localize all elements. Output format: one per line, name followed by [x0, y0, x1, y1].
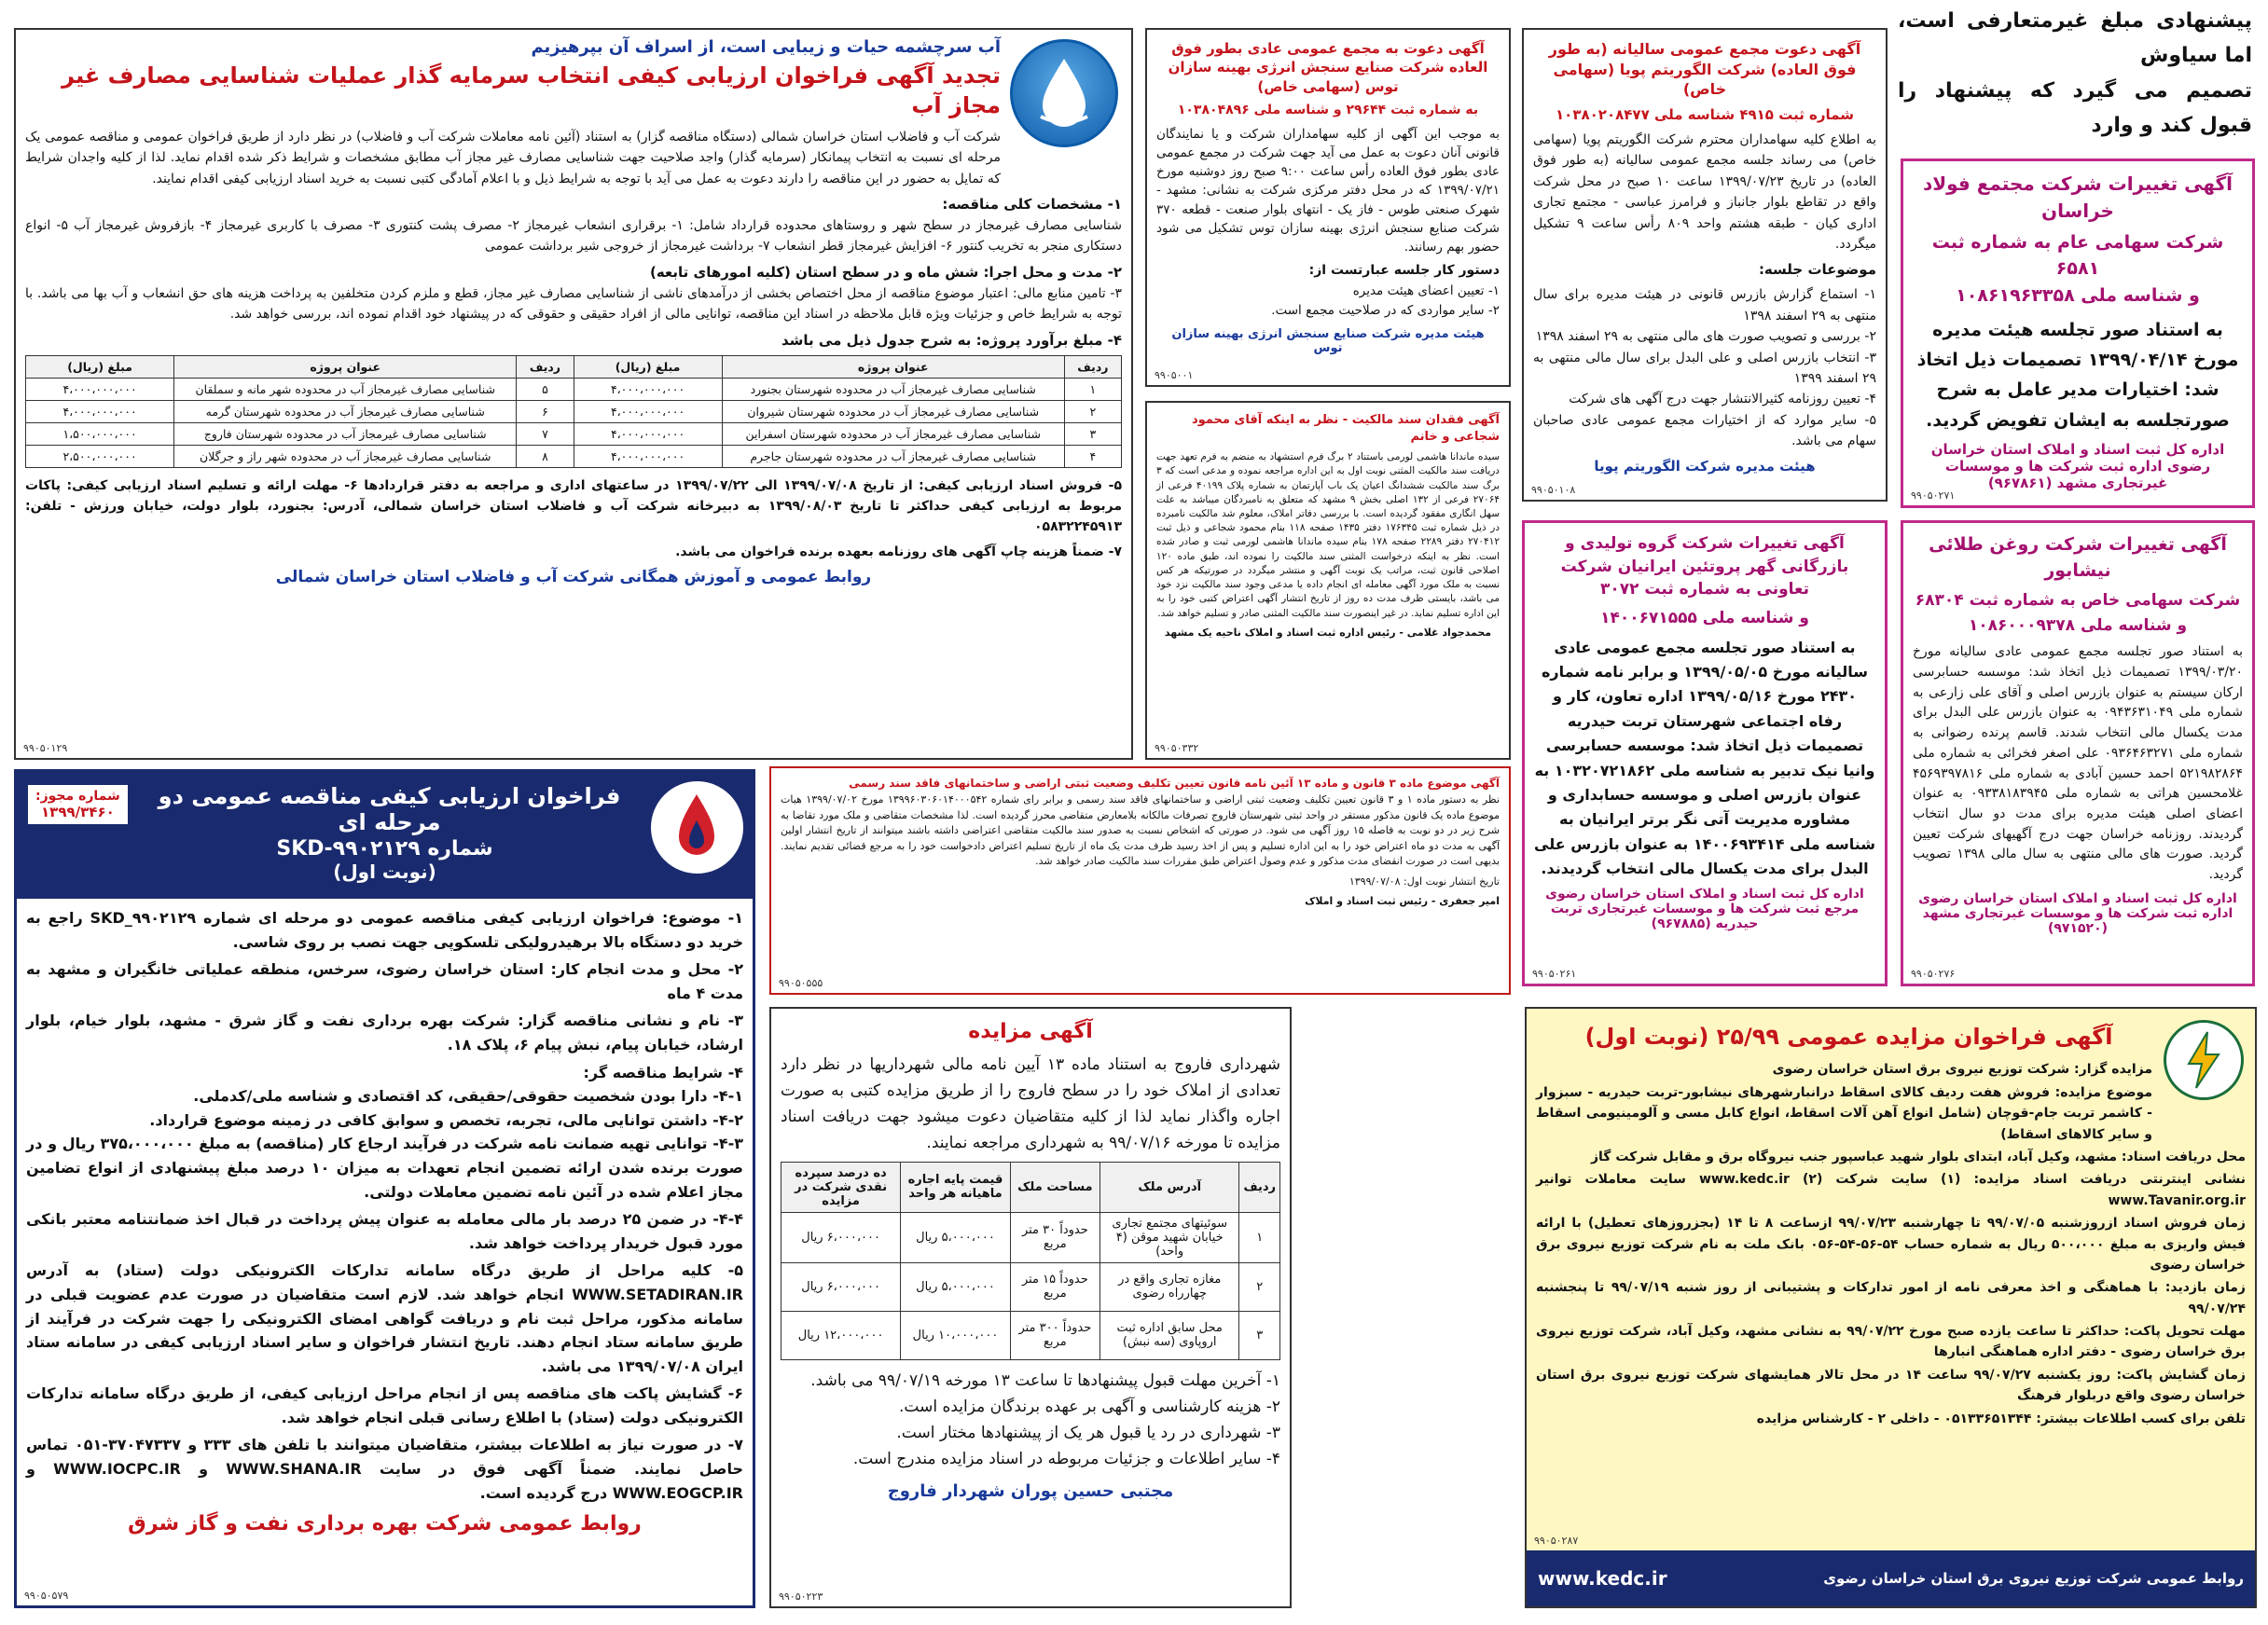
kood-protein-ad: [1522, 520, 1888, 986]
ad-slogan: آب سرچشمه حیات و زیبایی است، از اسراف آن بپرهیزیم: [531, 37, 1001, 57]
auction-item: زمان فروش اسناد ازروزشنبه ۹۹/۰۷/۰۵ تا چهارشنبه ۹۹/۰۷/۲۳ ازساعت ۸ تا ۱۴ (بجزروزهای تعطیل) با ارائه فیش واریزی به مبلغ ۵۰۰،۰۰۰ ریال به شماره حساب ۵۴-۵۶-۵۴-۰۵۶ بانک ملت به نام شرکت توزیع نیروی برق خراسان رضوی: [1536, 1216, 2247, 1273]
auction-item: زمان بازدید: با هماهنگی و اخذ معرفی نامه از امور تدارکات و پشتیبانی از روز شنبه ۹۹/۰۷/۱۹ تا پنجشنبه ۹۹/۰۷/۲۴: [1536, 1280, 2246, 1316]
water-tender-ad: [14, 28, 1133, 760]
table-cell: ۸: [517, 445, 574, 467]
table-cell: محل سابق اداره ثبت اروپاوی (سه نبش): [1099, 1311, 1239, 1359]
ad-body: به استناد صور تجلسه هیئت مدیره مورخ ۱۳۹۹/۰۴/۱۴ تصمیمات ذیل اتخاذ شد: اختیارات مدیر عامل به شرح صورتجلسه به ایشان تفویض گردید.: [1916, 319, 2239, 431]
table-header: ردیف: [1064, 355, 1121, 378]
table-cell: حدوداً ۳۰ متر مربع: [1010, 1212, 1099, 1262]
table-cell: ۱،۵۰۰،۰۰۰،۰۰۰: [26, 422, 174, 445]
story-line: پیشنهادی مبلغ غیرمتعارفی است، اما سیاوش: [1898, 9, 2252, 68]
table-cell: ۳: [1064, 422, 1121, 445]
table-cell: ۵: [517, 378, 574, 400]
section-heading: ۲- مدت و محل اجرا: شش ماه و در سطح استان (کلیه امورهای تابعه): [649, 263, 1122, 281]
ad-code: ۹۹۰۵۰۱۲۹: [23, 742, 68, 754]
agenda-item: ۱- استماع گزارش بازرس قانونی در هیئت مدیره برای سال منتهی به ۲۹ اسفند ۱۳۹۸: [1533, 287, 1876, 324]
table-cell: ۲: [1239, 1262, 1280, 1311]
table-cell: ۳: [1239, 1311, 1280, 1359]
auction-item: تلفن برای کسب اطلاعات بیشتر: ۰۵۱۳۳۶۵۱۳۴۴ - داخلی ۲ - کارشناس مزایده: [1756, 1411, 2246, 1426]
tender-item: ۴-۱- دارا بودن شخصیت حقوقی/حقیقی، کد اقتصادی و شناسه ملی/کدملی.: [193, 1087, 743, 1106]
water-company-logo: [1010, 39, 1118, 147]
ad-body: به موجب این آگهی از کلیه سهامداران شرکت و یا نمایندگان قانونی آنان دعوت به عمل می آید جهت شرکت در مجمع عمومی عادی بطور فوق العاده رأس ساعت ۹:۰۰ صبح روز دوشنبه مورخ ۱۳۹۹/۰۷/۲۱ که در محل دفتر مرکزی شرکت به نشانی: مشهد - شهرک صنعتی طوس - فاز یک - انتهای بلوار صنعت - قطعه ۳۷۰ شرکت صنایع سنجش انرژی بهینه سازان توس تشکیل می شود حضور بهم رسانند.: [1156, 126, 1500, 255]
auction-note: ۱- آخرین مهلت قبول پیشنهادها تا ساعت ۱۳ مورخه ۹۹/۰۷/۱۹ می باشد.: [810, 1370, 1280, 1390]
ad-signature: اداره کل ثبت اسناد و املاک استان خراسان رضوی اداره ثبت شرکت ها و موسسات غیرتجاری مشهد (۹۶۷۸۶۱): [1930, 440, 2225, 491]
water-drop-icon: [1013, 42, 1115, 145]
table-cell: ۲،۵۰۰،۰۰۰،۰۰۰: [26, 445, 174, 467]
ad-title: آگهی تغییرات شرکت مجتمع فولاد خراسان: [1922, 172, 2233, 222]
table-cell: ۶،۰۰۰،۰۰۰ ریال: [781, 1262, 901, 1311]
publish-date: تاریخ انتشار نوبت اول: ۱۳۹۹/۰۷/۰۸: [1348, 874, 1500, 888]
ad-body: نظر به دستور ماده ۱ و ۳ قانون تعیین تکلیف وضعیت ثبتی اراضی و ساختمانهای فاقد سند رسمی و برابر رای شماره ۱۳۹۹۶۰۳۰۶۰۱۴۰۰۰۵۴۲ مورخ ۱۳۹۹/۰۷/۰۲ هیات موضوع ماده یک قانون مذکور مستقر در واحد ثبتی شهرستان فاروج تصرفات مالکانه بلامعارض متقاضی محرز گردیده است. لذا مشخصات متقاضی و ملک مورد تقاضا به شرح زیر در دو نوبت به فاصله ۱۵ روز آگهی می شود. در صورتی که اشخاص نسبت به صدور سند مالکیت متقاضی اعتراضی داشته باشند میتوانند از تاریخ انتشار اولین آگهی به مدت دو ماه اعتراض خود را به این اداره تسلیم و پس از اخذ رسید ظرف مدت یک ماه از تاریخ تسلیم اعتراض دادخواست خود را به مرجع قضائی تقدیم نمایند. بدیهی است در صورت انقضای مدت مذکور و عدم وصول اعتراض طبق مقررات سند مالکیت صادر خواهد شد.: [781, 793, 1500, 868]
khorasan-steel-ad: [1901, 158, 2255, 508]
table-header: عنوان پروژه: [174, 355, 517, 378]
tender-item: ۴-۳- توانایی تهیه ضمانت نامه شرکت در فرآیند ارجاع کار (مناقصه) به مبلغ ۳۷۵،۰۰۰،۰۰۰ ریال و در صورت برنده شدن ارائه تضمین انجام تعهدات به میزان ۱۰ درصد مبلغ پیشنهادی از انواع تضامین مجاز اعلام شده در آئین نامه تضمین معاملات دولتی.: [26, 1135, 744, 1201]
table-cell: ۲: [1064, 400, 1121, 422]
table-cell: ۶: [517, 400, 574, 422]
table-cell: شناسایی مصارف غیرمجاز آب در محدوده شهرستان جاجرم: [722, 445, 1064, 467]
ad-subtitle: شرکت سهامی عام به شماره ثبت ۶۵۸۱: [1931, 232, 2224, 279]
table-header: ده درصد سپرده نقدی شرکت در مزایده: [781, 1162, 901, 1212]
tender-item: ۶- گشایش پاکت های مناقصه پس از انجام مراحل ارزیابی کیفی، از طریق درگاه سامانه تدارکات الکترونیکی دولت (ستاد) با اطلاع رسانی قبلی انجام خواهد شد.: [26, 1384, 743, 1426]
permit-box: [28, 785, 128, 824]
table-header: قیمت پایه اجاره ماهیانه هر واحد: [901, 1162, 1011, 1212]
ad-title: آگهی فقدان سند مالکیت - نظر به اینکه آقای محمود شجاعی و خانم: [1191, 413, 1500, 444]
ad-body: سیده ماندانا هاشمی لورمی باستناد ۲ برگ فرم استشهاد به منضم به فرم تعهد جهت دریافت سند مالکیت المثنی نوبت اول به این اداره مراجعه نموده و مدعی است که ۳ برگ سند مالکیت ششدانگ اعیان یک باب آپارتمان به شماره پلاک ۴۰۱۹۹ فرعی از ۲۷۰۶۴ فرعی از ۱۳۲ اصلی بخش ۹ مشهد که متعلق به نامبردگان میباشد به علت سهل انگاری مفقود گردیده است. با بررسی دفاتر املاک، معلوم شد مالکیت نامبرده در ذیل شماره ثبت ۱۷۶۳۴۵ دفتر ۱۴۳۵ صفحه ۱۱۸ بنام محمود شجاعی و ذیل ثبت ۲۷۰۴۱۲ دفتر ۲۲۸۹ صفحه ۱۷۸ بنام سیده ماندانا هاشمی لورمی ثبت و صادر شده است. نظر به اینکه درخواست المثنی سند مالکیت را نموده اند، طبق ماده ۱۲۰ اصلاحی قانون ثبت، مراتب یک نوبت آگهی و منتشر میگردد در صورتیکه هر کس نسبت به ملک مورد آگهی معامله ای انجام داده یا مدعی وجود سند مالکیت نزد خود می باشد، بایستی ظرف مدت ده روز از تاریخ انتشار آگهی اعتراض کتبی خود را به این اداره تسلیم نماید. در غیر اینصورت سند مالکیت المثنی صادر و تسلیم خواهد شد.: [1156, 451, 1500, 619]
permit-number: ۱۳۹۹/۳۴۶۰: [41, 804, 115, 820]
ad-body: به استناد صور تجلسه مجمع عمومی عادی سالیانه مورخ ۱۳۹۹/۰۵/۰۵ و برابر نامه شماره ۲۴۳۰ مورخ ۱۳۹۹/۰۵/۱۶ اداره تعاون، کار و رفاه اجتماعی شهرستان تربت حیدریه تصمیمات ذیل اتخاذ شد: موسسه حسابرسی وانیا نیک تدبیر به شناسه ملی ۱۰۳۲۰۷۲۱۸۶۲ به عنوان بازرس اصلی و موسسه حسابداری و مشاوره مدیریت آتی نگر برتر ایرانیان به شناسه ملی ۱۴۰۰۶۹۳۴۱۴ به عنوان بازرس علی البدل برای مدت یکسال مالی انتخاب گردیدند.: [1534, 638, 1875, 878]
story-snippet: [1888, 0, 2261, 140]
ad-subtitle: به شماره ثبت ۲۹۶۴۴ و شناسه ملی ۱۰۳۸۰۴۸۹۶: [1177, 102, 1479, 117]
table-cell: شناسایی مصارف غیرمجاز آب در محدوده شهرستان شیروان: [722, 400, 1064, 422]
ad-turn: (نوبت اول): [333, 861, 436, 883]
ad-code: ۹۹۰۵۰۱۰۸: [1531, 484, 1576, 496]
table-cell: شناسایی مصارف غیرمجاز آب در محدوده شهر مانه و سملقان: [174, 378, 517, 400]
permit-label: شماره مجوز:: [35, 789, 120, 804]
agenda-title: دستور کار جلسه عبارتست از:: [1308, 263, 1500, 279]
ad-code: ۹۹۰۵۰۰۱: [1155, 369, 1194, 381]
section-heading: ۱- مشخصات کلی مناقصه:: [942, 195, 1122, 213]
section-body: ۳- تامین منابع مالی: اعتبار موضوع مناقصه از محل اختصاص بخشی از درآمدهای ناشی از شناسایی مصارف غیر مجاز، قطع و ملزم کردن متخلفین به پرداخت هزینه های حق انشعاب و آب بها می باشد. با توجه به شرایط خاص و جزئیات ویژه قابل ملاحظه در اسناد این مناقصه، توانایی مالی از افراد حقیقی و حقوقی که در پیشنهاد خود اقدام نموده اند، بررسی خواهد شد.: [25, 285, 1122, 323]
table-cell: ۱۰،۰۰۰،۰۰۰ ریال: [901, 1311, 1011, 1359]
ad-signature: محمدجواد غلامی - رئیس اداره ثبت اسناد و املاک ناحیه یک مشهد: [1164, 626, 1492, 639]
table-header: عنوان پروژه: [722, 355, 1064, 378]
table-row: [26, 400, 1122, 422]
ad-national-id: و شناسه ملی ۱۴۰۰۶۷۱۵۵۵: [1600, 608, 1809, 627]
power-company-logo: [2164, 1020, 2244, 1100]
ad-signature: امیر جعفری - رئیس ثبت اسناد و املاک: [1305, 895, 1500, 908]
ad-title: آگهی دعوت به مجمع عمومی عادی بطور فوق العاده شرکت صنایع سنجش انرژی بهینه سازان توس (سهامی خاص): [1168, 40, 1488, 95]
ad-title: تجدید آگهی فراخوان ارزیابی کیفی انتخاب سرمایه گذار عملیات شناسایی مصارف غیر مجاز آب: [62, 62, 1001, 119]
auction-item: مهلت تحویل پاکت: حداکثر تا ساعت یازده صبح مورخ ۹۹/۰۷/۲۲ به نشانی مشهد، وکیل آباد، شرکت توزیع نیروی برق خراسان رضوی - دفتر اداره هماهنگی انبارها: [1536, 1324, 2246, 1360]
table-cell: ۴،۰۰۰،۰۰۰،۰۰۰: [26, 400, 174, 422]
table-cell: ۷: [517, 422, 574, 445]
auction-item: نشانی اینترنتی دریافت اسناد مزایده: (۱) سایت شرکت www.kedc.ir (۲) سایت معاملات توانیر www.Tavanir.org.ir: [1536, 1172, 2247, 1208]
ad-intro: شرکت آب و فاضلاب استان خراسان شمالی (دستگاه مناقصه گزار) به استناد (آئین نامه معاملات شرکت آب و فاضلاب) در نظر دارد از طریق فراخوان عمومی و مناقصه عمومی یک مرحله ای نسبت به انتخاب پیمانکار (سرمایه گذار) واجد صلاحیت جهت شناسایی مصارف غیر مجاز آب مطابق مشخصات و شرایط ذکر شده اقدام نماید. لذا از کلیه واجدان شرایط که تمایل به حضور در این مناقصه را دارند دعوت به عمل می آید با توجه به شرایط ذیل و با اعلام آمادگی کتبی نسبت به خرید اسناد ارزیابی کیفی اقدام نمایند.: [25, 129, 1001, 186]
ad-title: آگهی فراخوان مزایده عمومی ۲۵/۹۹ (نوبت اول): [1584, 1024, 2113, 1050]
skd-tender-ad: [14, 769, 755, 1608]
tender-item: ۱- موضوع: فراخوان ارزیابی کیفی مناقصه عمومی دو مرحله ای شماره SKD_۹۹۰۲۱۲۹ راجع به خرید دو دستگاه بالا برهیدرولیکی تلسکوپی جهت نصب بر روی شاسی.: [26, 909, 743, 951]
table-header-row: [781, 1162, 1280, 1212]
agenda-item: ۲- سایر مواردی که در صلاحیت مجمع است.: [1271, 303, 1500, 319]
ad-signature: اداره کل ثبت اسناد و املاک استان خراسان رضوی مرجع ثبت شرکت ها و موسسات غیرتجاری تربت حیدریه (۹۶۷۸۸۵): [1545, 887, 1864, 932]
tender-item: ۴- شرایط مناقصه گر:: [583, 1063, 743, 1081]
ad-title: آگهی مزایده: [968, 1020, 1093, 1043]
table-cell: ۴،۰۰۰،۰۰۰،۰۰۰: [574, 400, 722, 422]
table-cell: حدوداً ۳۰۰ متر مربع: [1010, 1311, 1099, 1359]
oil-neyshabur-ad: [1901, 520, 2255, 986]
ad-signature: اداره کل ثبت اسناد و املاک استان خراسان رضوی اداره ثبت شرکت ها و موسسات غیرتجاری مشهد (۹۷۱۵۲۰): [1918, 890, 2237, 936]
ad-number: شماره ۹۹۰۲۱۲۹-SKD: [276, 837, 493, 861]
auction-note: ۲- هزینه کارشناسی و آگهی بر عهده برندگان مزایده است.: [899, 1397, 1280, 1416]
tender-item: ۴-۲- داشتن توانایی مالی، تجربه، تخصص و سوابق کافی در زمینه موضوع قرارداد.: [149, 1110, 743, 1129]
table-cell: ۴،۰۰۰،۰۰۰،۰۰۰: [574, 422, 722, 445]
lost-document-ad: [1145, 401, 1511, 760]
table-header-row: [26, 355, 1122, 378]
table-row: [26, 378, 1122, 400]
table-header: ردیف: [1239, 1162, 1280, 1212]
table-cell: حدوداً ۱۵ متر مربع: [1010, 1262, 1099, 1311]
table-cell: شناسایی مصارف غیرمجاز آب در محدوده شهرستان بجنورد: [722, 378, 1064, 400]
auction-item: زمان گشایش پاکت: روز یکشنبه ۹۹/۰۷/۲۷ ساعت ۱۴ در محل تالار همایشهای شرکت توزیع نیروی برق استان خراسان رضوی واقع دربلوار فرهنگ: [1536, 1367, 2246, 1404]
ad-title: آگهی تغییرات شرکت روغن طلائی نیشابور: [1929, 534, 2227, 581]
table-header: مساحت ملک: [1010, 1162, 1099, 1212]
agenda-item: ۵- سایر موارد که از اختیارات مجمع عمومی عادی صاحبان سهام می باشد.: [1533, 412, 1876, 449]
website-link[interactable]: www.kedc.ir: [1538, 1567, 1667, 1590]
table-header: ردیف: [517, 355, 574, 378]
section-body: شناسایی مصارف غیرمجاز در سطح شهر و روستاهای محدوده قرارداد شامل: ۱- برقراری انشعاب غیرمجاز ۲- مصرف پشت کنتوری ۳- مصرف با کاربری غیرمجاز ۴- بازفروش غیرمجاز آب ۵- انواع دستکاری منجر به تخریب کنتور ۶- افزایش غیرمجاز قطر انشعاب ۷- برداشت غیرمجاز از خروجی شیر برداشت عمومی: [25, 217, 1122, 255]
ad-body: به استناد صور تجلسه مجمع عمومی عادی سالیانه مورخ ۱۳۹۹/۰۳/۲۰ تصمیمات ذیل اتخاذ شد: موسسه حسابرسی ارکان سیستم به عنوان بازرس اصلی و آقای علی زارعی به شماره ملی ۰۹۴۳۶۳۱۰۴۹ به عنوان بازرس علی البدل برای مدت یکسال مالی انتخاب شدند. قاسم پرنده رضوانی به شماره ملی ۰۹۳۶۴۶۳۲۷۱ علی اصغر فخرائی به شماره ملی ۵۲۱۹۸۲۸۶۴ احمد حسین آبادی به شماره ملی ۴۵۶۹۳۹۷۸۱۶ غلامحسین هراتی به شماره ملی ۰۹۳۳۸۱۸۳۹۴۵ به عنوان اعضای اصلی هیئت مدیره برای مدت دو سال انتخاب گردیدند. روزنامه خراسان جهت درج آگهیهای شرکت تعیین گردید. صورت های مالی منتهی به سال مالی ۱۳۹۸ تصویب گردید.: [1913, 644, 2244, 882]
ad-signature: روابط عمومی شرکت توزیع نیروی برق استان خراسان رضوی: [1823, 1570, 2244, 1587]
table-cell: ۵،۰۰۰،۰۰۰ ریال: [901, 1262, 1011, 1311]
agenda-title: موضوعات جلسه:: [1758, 261, 1876, 279]
ad-signature: مجتبی حسین پوران شهردار فاروج: [887, 1481, 1174, 1502]
table-row: [26, 422, 1122, 445]
ad-code: ۹۹۰۵۰۲۶۱: [1532, 968, 1577, 980]
auction-table: [781, 1162, 1280, 1360]
tender-item: ۳- نام و نشانی مناقصه گزار: شرکت بهره برداری نفت و گاز شرق - مشهد، بلوار خیام، بلوار ارشاد، خیابان پیام، نبش پیام ۶، پلاک ۱۸.: [26, 1012, 743, 1053]
table-cell: ۱۲،۰۰۰،۰۰۰ ریال: [781, 1311, 901, 1359]
table-cell: سوئیتهای مجتمع تجاری خیابان شهید موقن (۴ واحد): [1099, 1212, 1239, 1262]
doc-center-ad: [769, 766, 1511, 995]
power-footer: [1527, 1550, 2255, 1606]
ad-title: آگهی دعوت مجمع عمومی سالیانه (به طور فوق العاده) شرکت الگوریتم پویا (سهامی خاص): [1548, 40, 1861, 99]
auction-item: مزایده گزار: شرکت توزیع نیروی برق استان خراسان رضوی: [1772, 1062, 2152, 1078]
auction-item: موضوع مزایده: فروش هفت ردیف کالای اسقاط درانبارشهرهای نیشابور-تربت حیدریه - سبزوار - کاشمر تربت جام-قوچان (شامل انواع آهن آلات اسقاط، انواع کابل مسی و آلومینیومی اسقاط و سایر کالاهای اسقاط): [1536, 1084, 2152, 1142]
ad-code: ۹۹۰۵۰۲۸۷: [1534, 1535, 1579, 1547]
ad-signature: روابط عمومی و آموزش همگانی شرکت آب و فاضلاب استان خراسان شمالی: [275, 568, 872, 587]
algorithm-poya-ad: [1522, 28, 1888, 502]
ad-title: آگهی تغییرات شرکت گروه تولیدی و بازرگانی گهر پروتئین ایرانیان شرکت تعاونی به شماره ثبت ۳۰۷۲: [1560, 534, 1849, 599]
table-cell: شناسایی مصارف غیرمجاز آب در محدوده شهر راز و جرگلان: [174, 445, 517, 467]
auction-item: محل دریافت اسناد: مشهد، وکیل آباد، ابتدای بلوار شهید عباسپور جنب نیروگاه برق و مقابل شرکت گاز: [1590, 1149, 2246, 1164]
auction-note: ۳- شهرداری در رد یا قبول هر یک از پیشنهادها مختار است.: [896, 1423, 1280, 1442]
oil-gas-logo: [651, 781, 743, 874]
table-cell: ۶،۰۰۰،۰۰۰ ریال: [781, 1212, 901, 1262]
ad-signature: هیئت مدیره شرکت صنایع سنجش انرژی بهینه سازان توس: [1171, 326, 1485, 355]
ad-national-id: و شناسه ملی ۱۰۸۶۱۹۶۳۳۵۸: [1956, 285, 2200, 307]
story-line: تصمیم می گیرد که پیشنهاد را قبول کند و وارد: [1898, 78, 2252, 138]
table-cell: ۱: [1064, 378, 1121, 400]
table-cell: ۵،۰۰۰،۰۰۰ ریال: [901, 1212, 1011, 1262]
ad-title: آگهی موضوع ماده ۳ قانون و ماده ۱۳ آئین نامه قانون تعیین تکلیف وضعیت ثبتی اراضی و ساختمانهای فاقد سند رسمی: [849, 777, 1500, 790]
table-header: مبلغ (ریال): [574, 355, 722, 378]
flame-icon: [653, 783, 741, 872]
ad-subtitle: شماره ثبت ۴۹۱۵ شناسه ملی ۱۰۳۸۰۲۰۸۴۷۷: [1556, 105, 1854, 123]
ad-code: ۹۹۰۵۰۲۷۶: [1911, 968, 1956, 980]
farouj-auction-ad: [769, 1007, 1292, 1608]
auction-note: ۴- سایر اطلاعات و جزئیات مربوطه در اسناد مزایده مندرج است.: [852, 1450, 1280, 1469]
ad-signature: روابط عمومی شرکت بهره برداری نفت و گاز شرق: [128, 1512, 642, 1536]
project-budget-table: [25, 355, 1122, 468]
table-cell: شناسایی مصارف غیرمجاز آب در محدوده شهرستان اسفراین: [722, 422, 1064, 445]
agenda-item: ۳- انتخاب بازرس اصلی و علی البدل برای سال مالی منتهی به ۲۹ اسفند ۱۳۹۹: [1533, 350, 1876, 386]
tender-item: ۴-۴- در ضمن ۲۵ درصد بار مالی معامله به عنوان پیش پرداخت در قبال اخذ ضمانتنامه معتبر بانکی مورد قبول خریدار پرداخت خواهد شد.: [26, 1210, 744, 1252]
ad-subtitle: شرکت سهامی خاص به شماره ثبت ۶۸۳۰۴: [1915, 591, 2241, 611]
ad-body: به اطلاع کلیه سهامداران محترم شرکت الگوریتم پویا (سهامی خاص) می رساند جلسه مجمع عمومی سالیانه (به طور فوق العاده) در تاریخ ۱۳۹۹/۰۷/۲۳ ساعت ۱۰ صبح در محل شرکت واقع در تقاطع بلوار جانباز و فرامرز عباسی - مجتمع تجاری اداری کیان - طبقه هشتم واحد ۸۰۹ رأس ساعت ۹ تشکیل میگردد.: [1533, 132, 1876, 252]
table-row: [781, 1262, 1280, 1311]
power-auction-ad: [1525, 1007, 2257, 1608]
table-cell: ۱: [1239, 1212, 1280, 1262]
table-cell: شناسایی مصارف غیرمجاز آب در محدوده شهرستان گرمه: [174, 400, 517, 422]
ad-code: ۹۹۰۵۰۲۲۳: [779, 1591, 823, 1603]
table-cell: ۴،۰۰۰،۰۰۰،۰۰۰: [574, 378, 722, 400]
tender-item: ۷- در صورت نیاز به اطلاعات بیشتر، متقاضیان میتوانند با تلفن های ۳۳۳ و ۳۷۰۴۷۳۳۷-۰۵۱ تماس حاصل نمایند. ضمناً آگهی فوق در سایت WWW.SHANA.IR و WWW.IOCPC.IR و WWW.EOGCP.IR درج گردیده است.: [26, 1436, 744, 1502]
ad-body: شهرداری فاروج به استناد ماده ۱۳ آیین نامه مالی شهرداریها در نظر دارد تعدادی از املاک خود را در سطح فاروج را از طریق مزایده کتبی به صورت اجاره واگذار نماید لذا از کلیه متقاضیان دعوت میشود جهت دریافت اسناد مزایده تا مورخه ۹۹/۰۷/۱۶ به شهرداری مراجعه نمایند.: [781, 1054, 1280, 1152]
ad-code: ۹۹۰۵۰۵۵۵: [779, 977, 823, 989]
tender-item: ۵- کلیه مراحل از طریق درگاه سامانه تدارکات الکترونیکی دولت (ستاد) به آدرس WWW.SETADIRAN.IR انجام خواهد شد. لازم است متقاضیان در صورت عدم عضویت قبلی در سامانه مذکور، مراحل ثبت نام و دریافت گواهی امضای الکترونیکی را جهت شرکت در فرآیند از طریق سامانه ستاد انجام دهند. تاریخ انتشار فراخوان و سایر اسناد ارزیابی کیفی در سامانه ستاد ایران ۱۳۹۹/۰۷/۰۸ می باشد.: [26, 1261, 743, 1375]
section-body: ۷- ضمناً هزینه چاپ آگهی های روزنامه بعهده برنده فراخوان می باشد.: [675, 544, 1122, 559]
skd-header: [17, 772, 753, 899]
tender-item: ۲- محل و مدت انجام کار: استان خراسان رضوی، سرخس، منطقه عملیاتی خانگیران و مشهد به مدت ۴ ماه: [26, 960, 743, 1002]
table-cell: ۴،۰۰۰،۰۰۰،۰۰۰: [574, 445, 722, 467]
section-body: ۵- فروش اسناد ارزیابی کیفی: از تاریخ ۱۳۹۹/۰۷/۰۸ الی ۱۳۹۹/۰۷/۲۲ در ساعتهای اداری و مراجعه به دفتر قراردادها ۶- مهلت ارائه و تسلیم اسناد ارزیابی کیفی: پاکات مربوط به ارزیابی کیفی حداکثر تا تاریخ ۱۳۹۹/۰۸/۰۳ به دبیرخانه شرکت آب و فاضلاب استان خراسان شمالی، آدرس: بجنورد، بلوار دولت، خیابان ورزش - تلفن: ۰۵۸۳۲۲۴۵۹۱۳: [25, 477, 1123, 535]
ad-code: ۹۹۰۵۰۳۳۲: [1155, 742, 1199, 754]
table-cell: مغازه تجاری واقع در چهارراه رضوی: [1099, 1262, 1239, 1311]
table-cell: ۴: [1064, 445, 1121, 467]
table-header: آدرس ملک: [1099, 1162, 1239, 1212]
ad-title: فراخوان ارزیابی کیفی مناقصه عمومی دو مرحله ای: [158, 783, 621, 835]
table-row: [781, 1311, 1280, 1359]
table-row: [26, 445, 1122, 467]
ad-national-id: و شناسه ملی ۱۰۸۶۰۰۰۹۳۷۸: [1968, 615, 2188, 635]
agenda-item: ۱- تعیین اعضای هیئت مدیره: [1352, 282, 1500, 298]
ad-signature: هیئت مدیره شرکت الگوریتم پویا: [1594, 457, 1816, 475]
ad-code: ۹۹۰۵۰۵۷۹: [24, 1590, 69, 1602]
tous-energy-ad: [1145, 28, 1511, 387]
agenda-item: ۲- بررسی و تصویب صورت های مالی منتهی به ۲۹ اسفند ۱۳۹۸: [1535, 329, 1876, 345]
table-row: [781, 1212, 1280, 1262]
ad-code: ۹۹۰۵۰۲۷۱: [1911, 489, 1956, 502]
table-header: مبلغ (ریال): [26, 355, 174, 378]
table-cell: ۴،۰۰۰،۰۰۰،۰۰۰: [26, 378, 174, 400]
agenda-item: ۴- تعیین روزنامه کثیرالانتشار جهت درج آگهی های شرکت: [1569, 392, 1876, 407]
table-cell: شناسایی مصارف غیرمجاز آب در محدوده شهرستان فاروج: [174, 422, 517, 445]
section-heading: ۴- مبلغ برآورد پروژه: به شرح جدول ذیل می باشد: [781, 331, 1122, 349]
lightning-icon: [2166, 1023, 2241, 1097]
